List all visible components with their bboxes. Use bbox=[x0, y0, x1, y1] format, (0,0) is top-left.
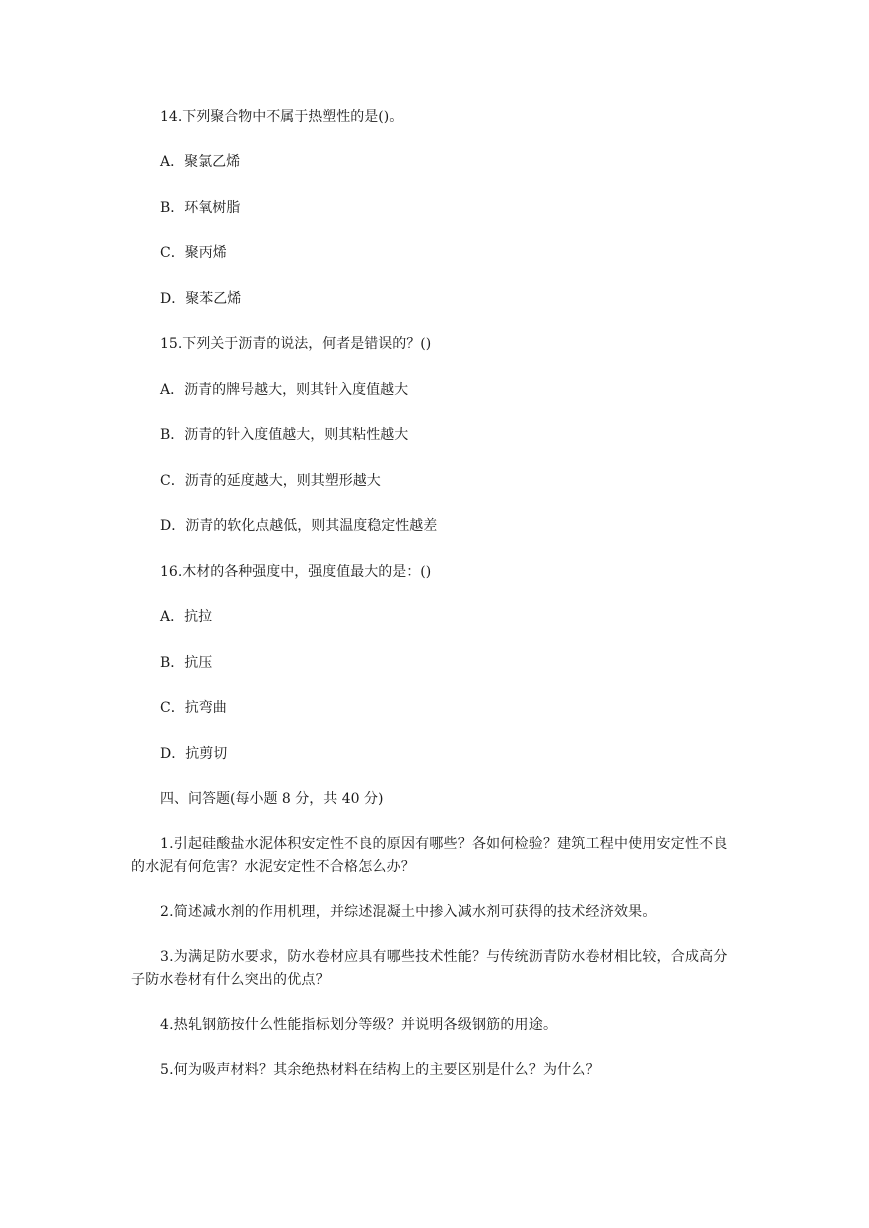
question-14-stem: 14.下列聚合物中不属于热塑性的是()。 bbox=[160, 109, 404, 125]
essay-question-5: 5.何为吸声材料？其余绝热材料在结构上的主要区别是什么？为什么？ bbox=[160, 1062, 600, 1078]
essay-question-2: 2.简述减水剂的作用机理，并综述混凝土中掺入减水剂可获得的技术经济效果。 bbox=[160, 904, 657, 920]
question-16-option-a: A．抗拉 bbox=[160, 609, 213, 625]
question-15-option-d: D．沥青的软化点越低，则其温度稳定性越差 bbox=[160, 518, 438, 534]
essay-question-4: 4.热轧钢筋按什么性能指标划分等级？并说明各级钢筋的用途。 bbox=[160, 1017, 558, 1033]
question-16-option-c: C．抗弯曲 bbox=[160, 700, 227, 716]
question-15-option-a: A．沥青的牌号越大，则其针入度值越大 bbox=[160, 382, 409, 398]
essay-question-3: 3.为满足防水要求，防水卷材应具有哪些技术性能？与传统沥青防水卷材相比较，合成高分子防水卷材有什么突出的优点？ bbox=[131, 949, 728, 988]
question-14-option-c: C．聚丙烯 bbox=[160, 245, 227, 261]
question-14-option-b: B．环氧树脂 bbox=[160, 200, 241, 216]
question-14-option-d: D．聚苯乙烯 bbox=[160, 291, 242, 307]
question-16-option-b: B．抗压 bbox=[160, 655, 213, 671]
question-16-option-d: D．抗剪切 bbox=[160, 746, 228, 762]
essay-question-1: 1.引起硅酸盐水泥体积安定性不良的原因有哪些？各如何检验？建筑工程中使用安定性不良的水泥有何危害？水泥安定性不合格怎么办？ bbox=[131, 836, 728, 875]
question-16-stem: 16.木材的各种强度中，强度值最大的是：() bbox=[160, 564, 432, 580]
question-15-option-c: C．沥青的延度越大，则其塑形越大 bbox=[160, 473, 381, 489]
question-15-stem: 15.下列关于沥青的说法，何者是错误的？() bbox=[160, 336, 432, 352]
question-14-option-a: A．聚氯乙烯 bbox=[160, 154, 241, 170]
question-15-option-b: B．沥青的针入度值越大，则其粘性越大 bbox=[160, 427, 409, 443]
section-heading: 四、问答题(每小题 8 分，共 40 分) bbox=[160, 791, 384, 807]
